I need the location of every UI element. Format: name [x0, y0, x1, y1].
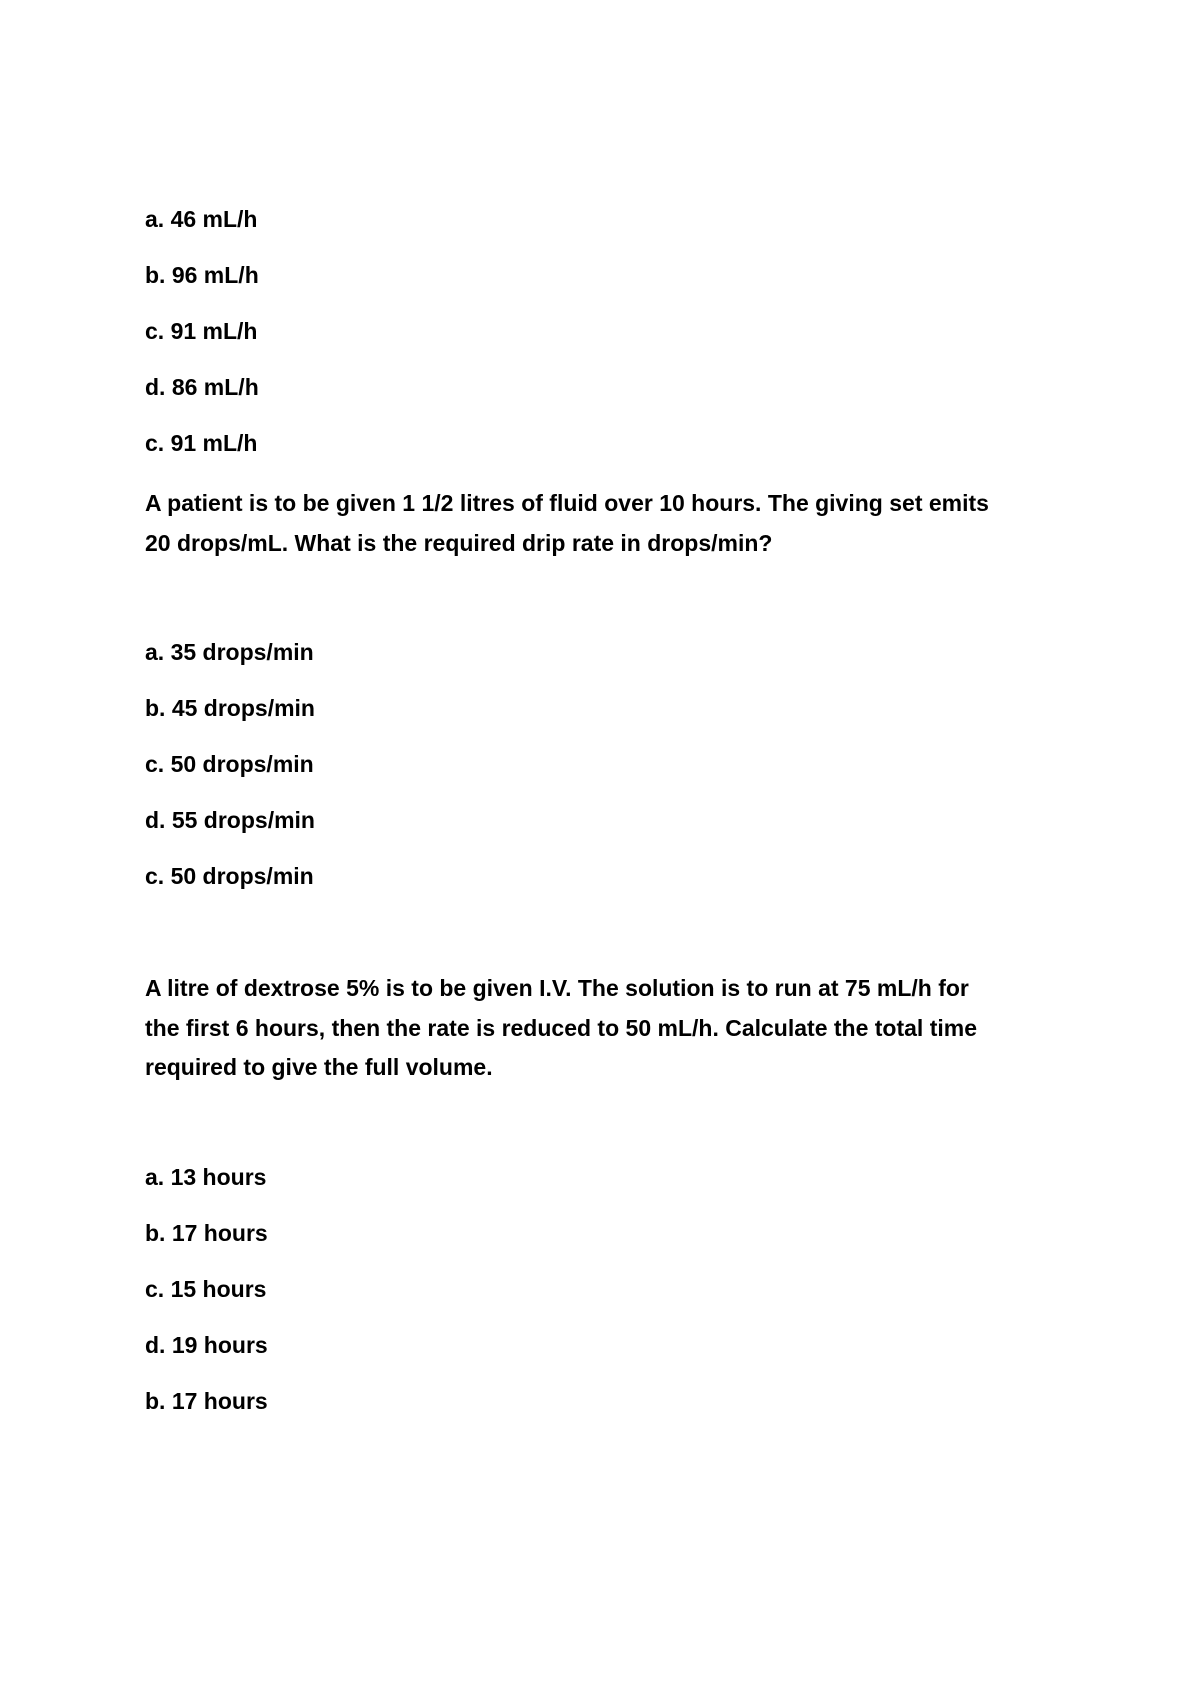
- question-line: required to give the full volume.: [145, 1054, 493, 1080]
- option-c: c. 50 drops/min: [145, 751, 314, 777]
- option-b: b. 96 mL/h: [145, 262, 259, 288]
- option-d: d. 86 mL/h: [145, 374, 259, 400]
- option-d: d. 55 drops/min: [145, 807, 315, 833]
- option-a: a. 13 hours: [145, 1164, 267, 1190]
- question-line: A litre of dextrose 5% is to be given I.V. The solution is to run at 75 mL/h for: [145, 975, 969, 1001]
- question-line: the first 6 hours, then the rate is reduced to 50 mL/h. Calculate the total time: [145, 1014, 977, 1041]
- question-text: [145, 969, 1065, 1088]
- option-d: d. 19 hours: [145, 1332, 268, 1358]
- option-c: c. 15 hours: [145, 1276, 267, 1302]
- option-c: c. 91 mL/h: [145, 318, 258, 344]
- option-a: a. 46 mL/h: [145, 206, 258, 232]
- question-text: [145, 484, 1065, 563]
- question-line: A patient is to be given 1 1/2 litres of fluid over 10 hours. The giving set emits: [145, 490, 989, 516]
- option-b: b. 45 drops/min: [145, 695, 315, 721]
- answer-line: c. 50 drops/min: [145, 863, 314, 889]
- answer-line: b. 17 hours: [145, 1388, 268, 1414]
- option-b: b. 17 hours: [145, 1220, 268, 1246]
- option-a: a. 35 drops/min: [145, 639, 314, 665]
- answer-line: c. 91 mL/h: [145, 430, 258, 456]
- question-line: 20 drops/mL. What is the required drip rate in drops/min?: [145, 529, 773, 556]
